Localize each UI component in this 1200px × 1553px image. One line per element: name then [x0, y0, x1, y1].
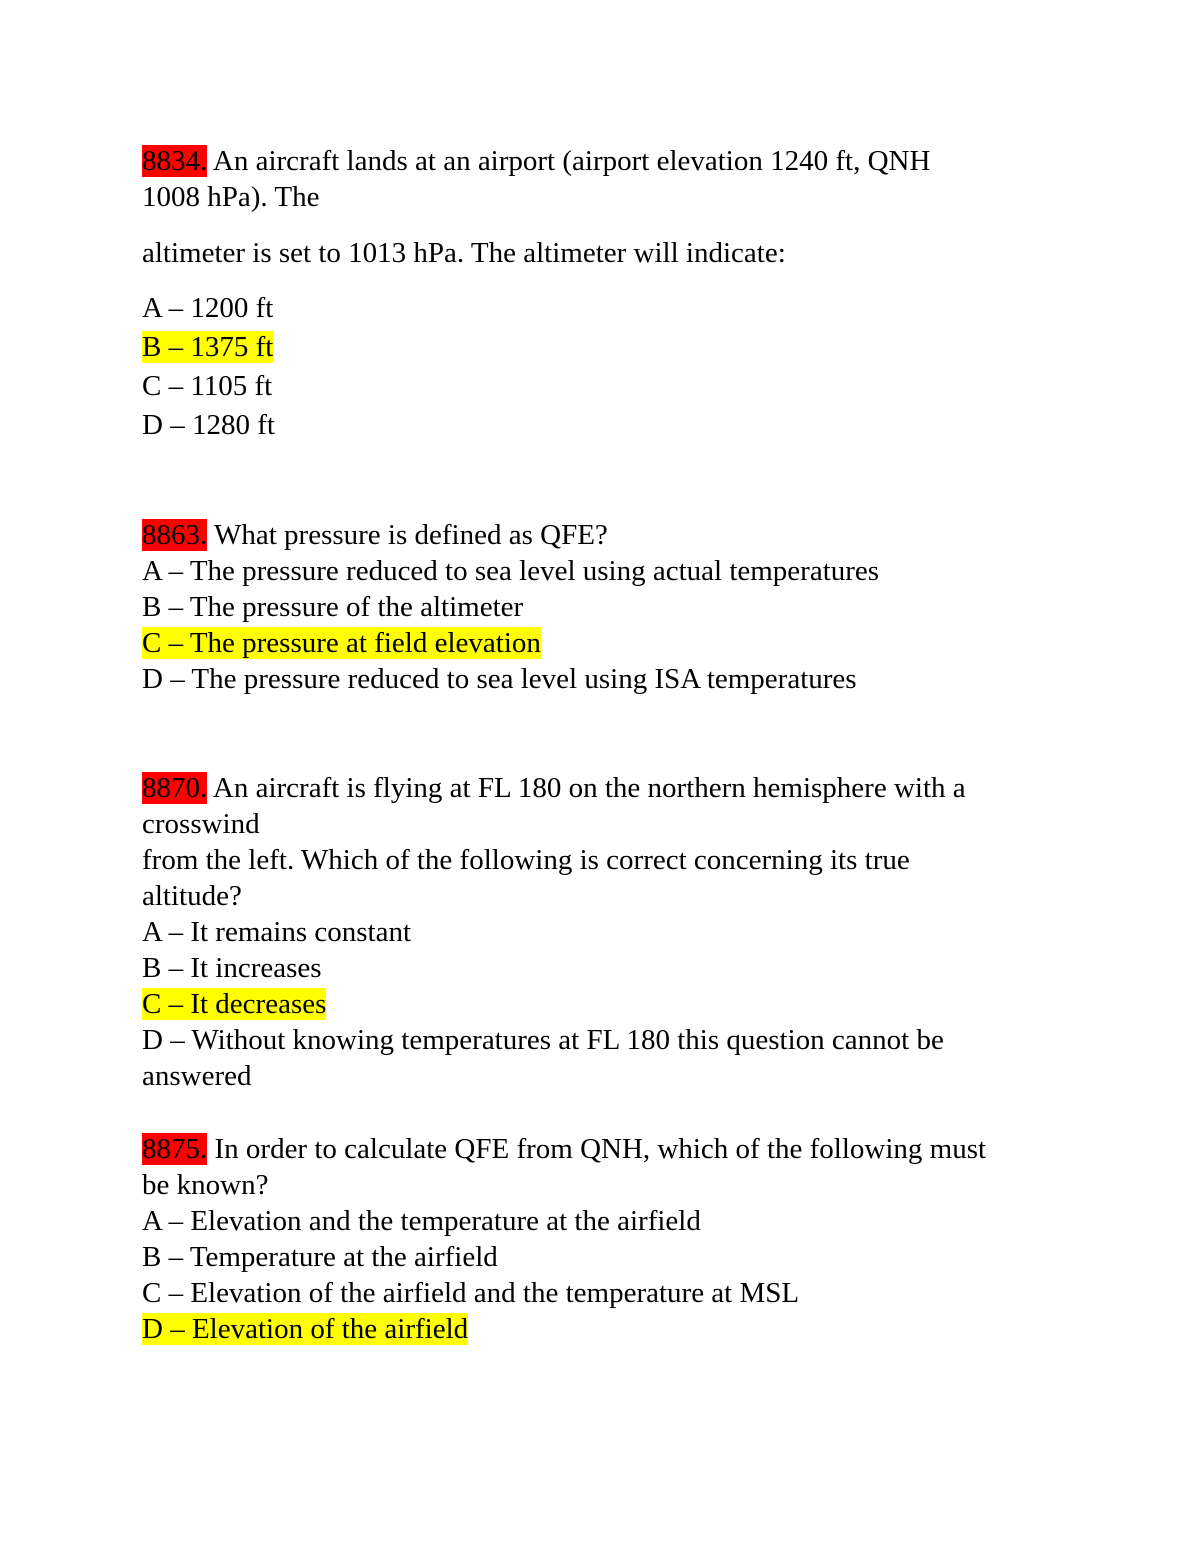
- answer-option-c: C – 1105 ft: [142, 370, 273, 402]
- question-8875: [142, 1131, 1072, 1347]
- question-stem-continued: altimeter is set to 1013 hPa. The altimeter will indicate:: [142, 237, 786, 269]
- question-stem: 8870. An aircraft is flying at FL 180 on the northern hemisphere with a: [142, 772, 966, 804]
- answer-option-d-correct: D – Elevation of the airfield: [142, 1313, 469, 1345]
- answer-option-c-correct: C – The pressure at field elevation: [142, 627, 541, 659]
- question-stem-line: from the left. Which of the following is correct concerning its true: [142, 844, 910, 876]
- answer-options: [142, 289, 1072, 445]
- answer-option-b: B – Temperature at the airfield: [142, 1241, 498, 1273]
- answer-option-d: D – 1280 ft: [142, 409, 275, 441]
- question-stem: 8863. What pressure is defined as QFE?: [142, 519, 608, 551]
- answer-option-d: D – The pressure reduced to sea level using ISA temperatures: [142, 663, 857, 695]
- question-8870: [142, 770, 1072, 1094]
- answer-option-a: A – 1200 ft: [142, 292, 274, 324]
- question-8834: [142, 143, 1072, 445]
- answer-option-b-correct: B – 1375 ft: [142, 331, 274, 363]
- answer-option-a: A – It remains constant: [142, 916, 412, 948]
- answer-option-d-continued: answered: [142, 1060, 252, 1092]
- question-number: 8863.: [142, 519, 208, 551]
- answer-option-b: B – It increases: [142, 952, 322, 984]
- answer-option-c-correct: C – It decreases: [142, 988, 327, 1020]
- answer-option-a: A – Elevation and the temperature at the airfield: [142, 1205, 701, 1237]
- question-number: 8834.: [142, 145, 208, 177]
- question-stem-line: 1008 hPa). The: [142, 181, 320, 213]
- answer-option-b: B – The pressure of the altimeter: [142, 591, 524, 623]
- question-stem-line: crosswind: [142, 808, 260, 840]
- question-stem: 8834. An aircraft lands at an airport (airport elevation 1240 ft, QNH: [142, 145, 931, 177]
- question-stem: 8875. In order to calculate QFE from QNH, which of the following must: [142, 1133, 987, 1165]
- answer-option-c: C – Elevation of the airfield and the temperature at MSL: [142, 1277, 800, 1309]
- question-stem-line: altitude?: [142, 880, 242, 912]
- answer-option-a: A – The pressure reduced to sea level using actual temperatures: [142, 555, 880, 587]
- question-8863: [142, 517, 1072, 697]
- question-number: 8870.: [142, 772, 208, 804]
- question-stem-line: be known?: [142, 1169, 269, 1201]
- question-number: 8875.: [142, 1133, 208, 1165]
- answer-option-d: D – Without knowing temperatures at FL 180 this question cannot be: [142, 1024, 944, 1056]
